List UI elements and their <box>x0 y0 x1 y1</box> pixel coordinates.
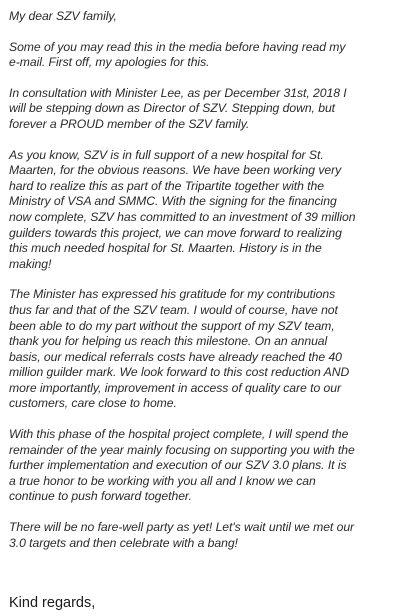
paragraph-hospital-support: As you know, SZV is in full support of a new hospital for St. Maarten, for the obvious reasons. We have been working very hard to realize this as part of the Tripartite together with the Ministry of VSA and SMMC. With the signing for the financing now complete, SZV has committed to an investment of 39 million guilders towards this project, we can move forward to realizing this much needed hospital for St. Maarten. History is in the making! <box>9 147 356 271</box>
paragraph-no-farewell-party: There will be no fare-well party as yet! Let's wait until we met our 3.0 targets and then celebrate with a bang! <box>9 520 355 550</box>
greeting: My dear SZV family, <box>9 9 117 23</box>
paragraph-minister-gratitude: The Minister has expressed his gratitude for my contributions thus far and that of the SZV team. I would of course, have not been able to do my part without the support of my SZV team, thank you for helping us reach this milestone. On an annual basis, our medical referrals costs have already reached the 40 million guilder mark. We look forward to this cost reduction AND more importantly, improvement in access of quality care to our customers, care close to home. <box>9 287 350 411</box>
paragraph-remainder-of-year: With this phase of the hospital project complete, I will spend the remainder of the year mainly focusing on supporting you with the further implementation and execution of our SZV 3.0 plans. It is a true honor to be working with you all and I know we can continue to push forward together. <box>9 427 355 504</box>
letter-body <box>9 9 397 566</box>
paragraph-stepping-down: In consultation with Minister Lee, as per December 31st, 2018 I will be stepping down as Director of SZV. Stepping down, but forever a PROUD member of the SZV family. <box>9 85 347 131</box>
closing-line: Kind regards, <box>9 595 96 611</box>
paragraph-media-apology: Some of you may read this in the media before having read my e-mail. First off, my apologies for this. <box>9 39 346 70</box>
